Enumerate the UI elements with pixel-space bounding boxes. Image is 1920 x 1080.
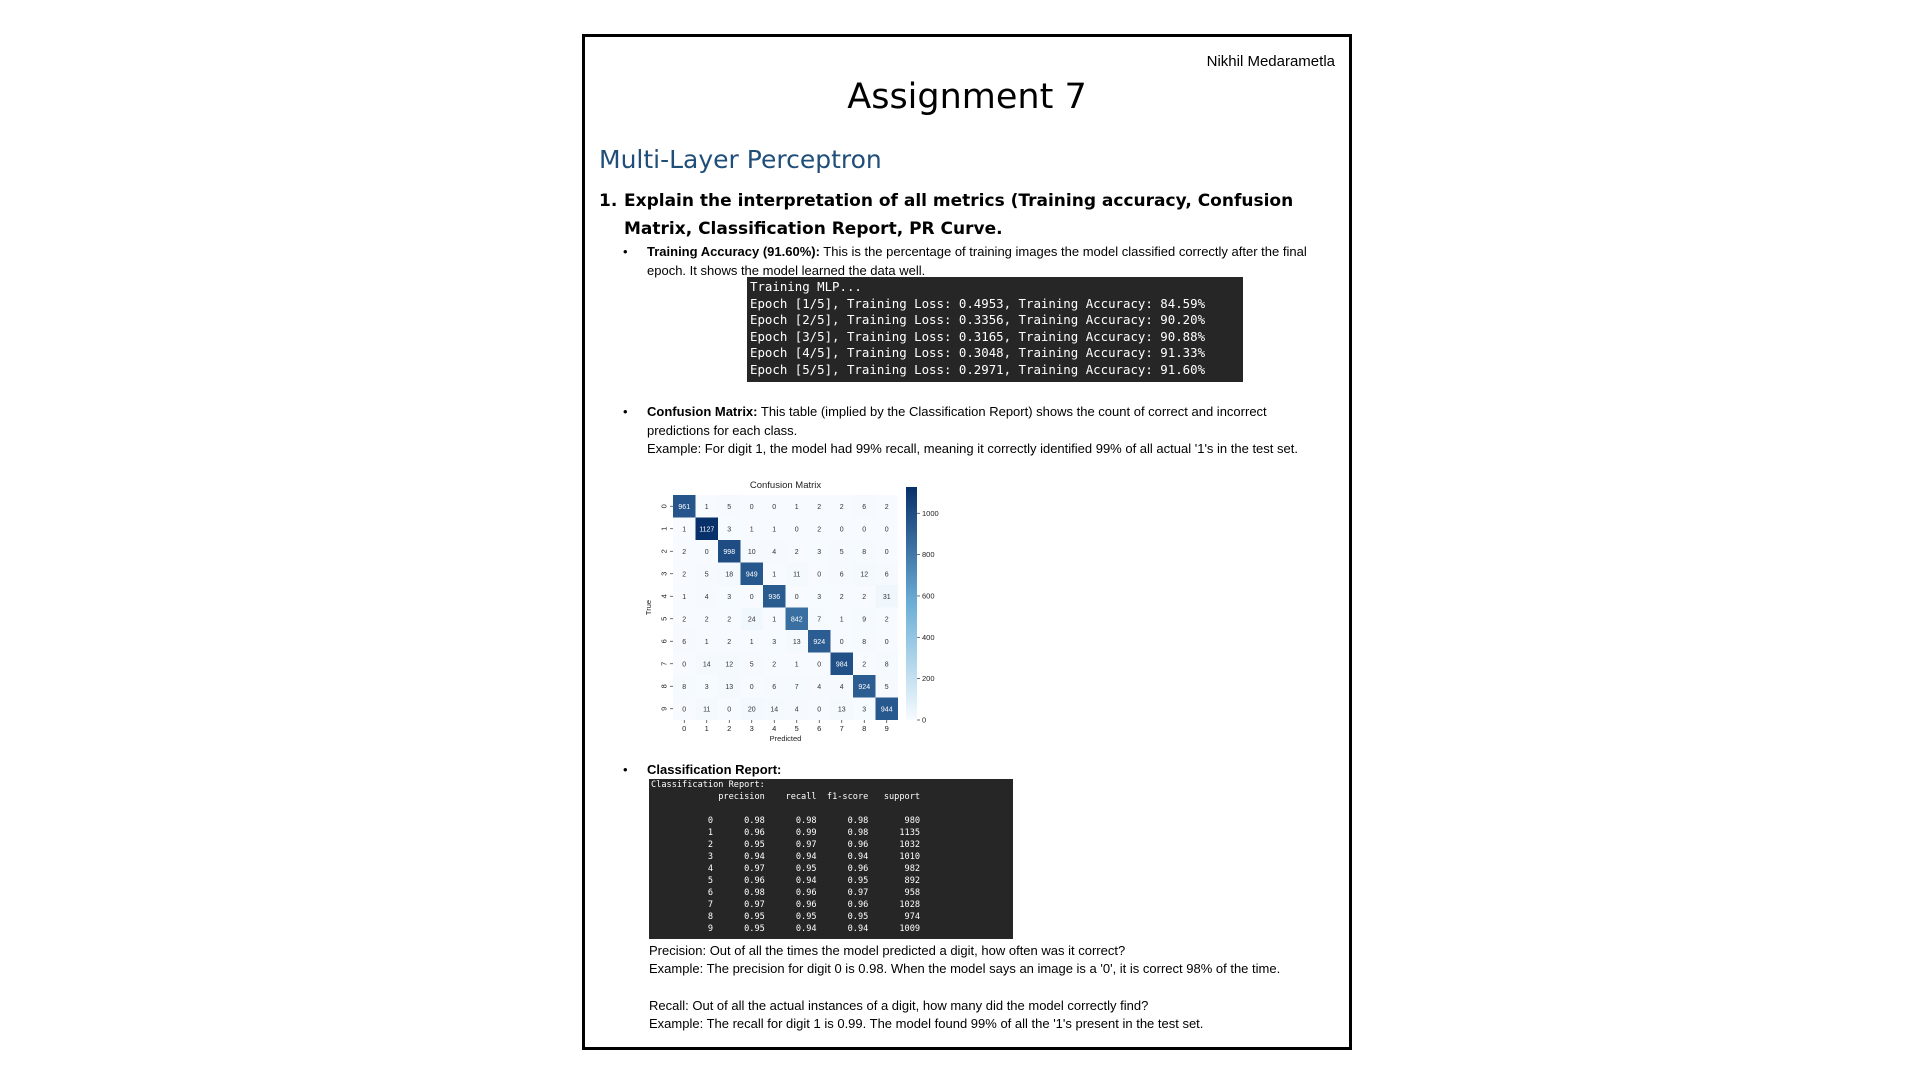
x-tick-label: 0	[682, 724, 687, 733]
precision-definition: Precision: Out of all the times the model predicted a digit, how often was it correct?	[649, 943, 1126, 958]
report-row: 3 0.94 0.94 0.94 1010	[651, 852, 921, 862]
report-row: 9 0.95 0.94 0.94 1009	[651, 924, 921, 934]
x-axis-label: Predicted	[769, 734, 802, 743]
y-tick-label: 5	[659, 616, 669, 621]
x-tick-label: 1	[704, 724, 709, 733]
cell-value: 2	[794, 548, 799, 556]
cell-value: 2	[704, 616, 709, 624]
cell-value: 11	[703, 706, 711, 714]
cell-value: 949	[745, 571, 758, 579]
cell-value: 6	[884, 571, 889, 579]
cell-value: 0	[884, 526, 889, 534]
cell-value: 5	[749, 661, 754, 669]
cell-value: 2	[682, 571, 687, 579]
cell-value: 924	[858, 683, 871, 691]
question-1	[599, 187, 1319, 243]
bullet-confusion-matrix	[623, 403, 1313, 459]
x-tick-label: 5	[794, 724, 799, 733]
cell-value: 984	[835, 661, 848, 669]
training-log-line: Epoch [1/5], Training Loss: 0.4953, Training Accuracy: 84.59%	[750, 295, 1206, 311]
cell-value: 2	[817, 503, 822, 511]
bullet-text: This table (implied by the Classification Report) shows the count of correct and incorrect predictions for each class.	[647, 404, 1267, 438]
cell-value: 3	[862, 706, 867, 714]
cell-value: 961	[678, 503, 691, 511]
bullet-training-accuracy	[623, 243, 1313, 280]
y-tick-label: 4	[659, 594, 669, 599]
cell-value: 0	[862, 526, 867, 534]
cell-value: 0	[817, 571, 822, 579]
cell-value: 7	[817, 616, 822, 624]
cell-value: 1	[682, 526, 687, 534]
colorbar-tick-label: 600	[922, 591, 935, 601]
cell-value: 944	[880, 706, 893, 714]
training-log-line: Training MLP...	[750, 279, 862, 294]
cell-value: 0	[749, 503, 754, 511]
report-row: 2 0.95 0.97 0.96 1032	[651, 840, 921, 850]
cell-value: 0	[817, 661, 822, 669]
x-tick-label: 4	[772, 724, 777, 733]
x-tick-label: 6	[817, 724, 822, 733]
recall-example: Example: The recall for digit 1 is 0.99. The model found 99% of all the '1's present in the test set.	[649, 1016, 1204, 1031]
report-title: Classification Report:	[651, 780, 765, 790]
colorbar-tick-label: 400	[922, 632, 935, 642]
cell-value: 2	[682, 548, 687, 556]
report-row: 5 0.96 0.94 0.95 892	[651, 876, 921, 886]
x-tick-label: 8	[862, 724, 867, 733]
cell-value: 6	[772, 683, 777, 691]
cell-value: 0	[727, 706, 732, 714]
cell-value: 0	[704, 548, 709, 556]
cell-value: 31	[882, 593, 891, 601]
cell-value: 0	[772, 503, 777, 511]
cell-value: 9	[862, 616, 867, 624]
report-row: 0 0.98 0.98 0.98 980	[651, 816, 921, 826]
x-tick-label: 9	[884, 724, 889, 733]
cell-value: 2	[727, 616, 732, 624]
cell-value: 1	[772, 571, 777, 579]
cell-value: 2	[839, 593, 844, 601]
cell-value: 0	[749, 593, 754, 601]
report-row: 1 0.96 0.99 0.98 1135	[651, 828, 921, 838]
document-page	[582, 34, 1352, 1050]
y-tick-label: 9	[659, 706, 669, 711]
cell-value: 5	[839, 548, 844, 556]
x-tick-label: 2	[727, 724, 732, 733]
cell-value: 18	[725, 571, 734, 579]
cell-value: 5	[704, 571, 709, 579]
y-tick-label: 7	[659, 661, 669, 666]
cell-value: 1127	[699, 526, 715, 534]
cell-value: 20	[747, 706, 756, 714]
cell-value: 1	[749, 526, 754, 534]
colorbar-tick-label: 800	[922, 550, 935, 560]
cell-value: 0	[839, 526, 844, 534]
question-number: 1.	[599, 191, 618, 211]
colorbar	[906, 487, 917, 720]
cell-value: 13	[792, 638, 801, 646]
bullet-symbol: •	[623, 404, 628, 419]
cell-value: 24	[747, 616, 756, 624]
cell-value: 0	[884, 548, 889, 556]
bullet-symbol: •	[623, 244, 628, 259]
cell-value: 3	[772, 638, 777, 646]
training-log-line: Epoch [4/5], Training Loss: 0.3048, Training Accuracy: 91.33%	[750, 345, 1206, 360]
cell-value: 842	[790, 616, 803, 624]
cell-value: 8	[884, 661, 889, 669]
cell-value: 8	[682, 683, 687, 691]
cell-value: 924	[813, 638, 826, 646]
cell-value: 2	[839, 503, 844, 511]
cell-value: 10	[747, 548, 756, 556]
precision-example: Example: The precision for digit 0 is 0.98. When the model says an image is a '0', it is correct 98% of the time.	[649, 961, 1281, 976]
colorbar-tick-label: 1000	[922, 508, 939, 518]
cell-value: 1	[794, 503, 799, 511]
cell-value: 1	[704, 503, 709, 511]
y-tick-label: 0	[659, 504, 669, 509]
cell-value: 3	[817, 548, 822, 556]
cell-value: 0	[794, 593, 799, 601]
cell-value: 4	[794, 706, 799, 714]
report-row: 4 0.97 0.95 0.96 982	[651, 864, 921, 874]
cell-value: 6	[862, 503, 867, 511]
cell-value: 0	[839, 638, 844, 646]
cell-value: 1	[682, 593, 687, 601]
cell-value: 0	[682, 706, 687, 714]
recall-definition: Recall: Out of all the actual instances of a digit, how many did the model correctly find?	[649, 998, 1149, 1013]
x-tick-label: 3	[749, 724, 754, 733]
cell-value: 1	[794, 661, 799, 669]
cell-value: 998	[723, 548, 736, 556]
colorbar-tick-label: 200	[922, 674, 935, 684]
cell-value: 12	[725, 661, 734, 669]
colorbar-tick-label: 0	[922, 715, 927, 725]
training-log-line: Epoch [5/5], Training Loss: 0.2971, Training Accuracy: 91.60%	[750, 361, 1206, 377]
cell-value: 2	[884, 503, 889, 511]
x-tick-label: 7	[839, 724, 844, 733]
bullet-classification-report	[623, 761, 1313, 780]
document-title: Assignment 7	[847, 77, 1087, 117]
cell-value: 0	[794, 526, 799, 534]
cell-value: 2	[772, 661, 777, 669]
y-tick-label: 3	[659, 571, 669, 576]
classification-report-terminal	[649, 779, 1013, 939]
training-log-terminal	[747, 277, 1243, 382]
bullet-example: Example: For digit 1, the model had 99% recall, meaning it correctly identified 99% of all actual '1's in the test set.	[647, 441, 1298, 456]
report-row: 7 0.97 0.96 0.96 1028	[651, 900, 921, 910]
training-log-line: Epoch [2/5], Training Loss: 0.3356, Training Accuracy: 90.20%	[750, 312, 1206, 327]
bullet-text: This is the percentage of training images the model classified correctly after the final epoch. It shows the model learned the data well.	[647, 244, 1307, 278]
confusion-matrix-chart	[645, 477, 955, 742]
section-heading: Multi-Layer Perceptron	[599, 145, 882, 174]
bullet-label: Confusion Matrix:	[647, 404, 758, 419]
cell-value: 0	[682, 661, 687, 669]
cell-value: 0	[749, 683, 754, 691]
training-log-line: Epoch [3/5], Training Loss: 0.3165, Training Accuracy: 90.88%	[750, 328, 1206, 344]
cell-value: 14	[702, 661, 711, 669]
bullet-symbol: •	[623, 762, 628, 777]
cell-value: 3	[727, 526, 732, 534]
cell-value: 3	[704, 683, 709, 691]
cell-value: 3	[817, 593, 822, 601]
cell-value: 4	[817, 683, 822, 691]
cell-value: 8	[862, 638, 867, 646]
cell-value: 1	[704, 638, 709, 646]
y-tick-label: 6	[659, 639, 669, 644]
cell-value: 1	[839, 616, 844, 624]
cell-value: 11	[793, 571, 801, 579]
cell-value: 2	[817, 526, 822, 534]
report-row: 8 0.95 0.95 0.95 974	[651, 912, 921, 922]
cell-value: 2	[682, 616, 687, 624]
cell-value: 2	[862, 661, 867, 669]
question-text: Explain the interpretation of all metrics (Training accuracy, Confusion Matrix, Classification Report, PR Curve.	[624, 191, 1294, 239]
cell-value: 13	[837, 706, 846, 714]
y-tick-label: 8	[659, 684, 669, 689]
cell-value: 4	[772, 548, 777, 556]
cell-value: 8	[862, 548, 867, 556]
cell-value: 4	[704, 593, 709, 601]
bullet-label: Classification Report:	[647, 762, 782, 777]
cell-value: 5	[727, 503, 732, 511]
bullet-label: Training Accuracy (91.60%):	[647, 244, 820, 259]
cell-value: 7	[794, 683, 799, 691]
cell-value: 1	[749, 638, 754, 646]
cell-value: 1	[772, 526, 777, 534]
cell-value: 1	[772, 616, 777, 624]
report-row: 6 0.98 0.96 0.97 958	[651, 888, 921, 898]
cell-value: 13	[725, 683, 734, 691]
cell-value: 2	[727, 638, 732, 646]
cell-value: 936	[768, 593, 781, 601]
report-header: precision recall f1-score support	[651, 792, 921, 802]
cell-value: 14	[770, 706, 779, 714]
cell-value: 3	[727, 593, 732, 601]
cell-value: 2	[862, 593, 867, 601]
y-tick-label: 2	[659, 549, 669, 554]
cell-value: 6	[682, 638, 687, 646]
cell-value: 0	[817, 706, 822, 714]
cell-value: 4	[839, 683, 844, 691]
y-axis-label: True	[644, 599, 653, 616]
chart-title: Confusion Matrix	[749, 480, 822, 491]
cell-value: 12	[860, 571, 869, 579]
cell-value: 2	[884, 616, 889, 624]
author-name: Nikhil Medarametla	[1206, 53, 1335, 70]
cell-value: 0	[884, 638, 889, 646]
cell-value: 5	[884, 683, 889, 691]
y-tick-label: 1	[659, 526, 669, 531]
cell-value: 6	[839, 571, 844, 579]
